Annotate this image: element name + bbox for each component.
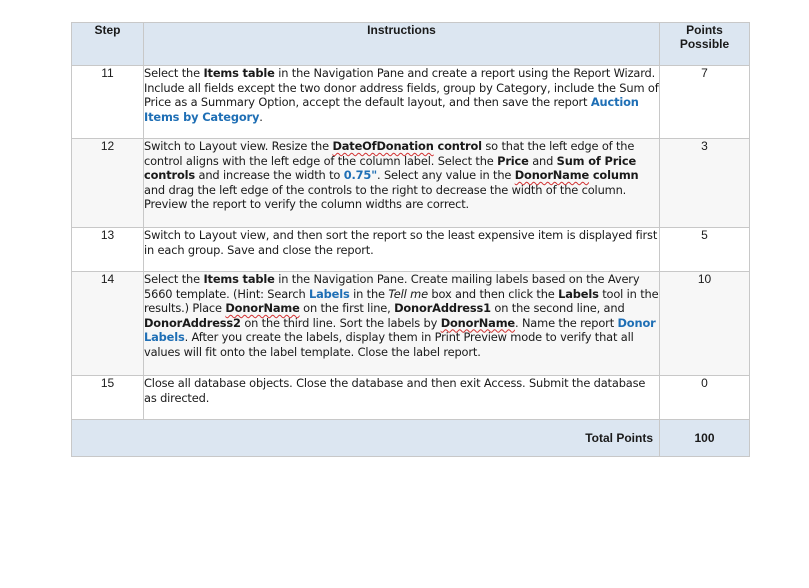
header-step: Step bbox=[72, 23, 144, 66]
step-number: 12 bbox=[72, 139, 144, 228]
emphasized-text: Price bbox=[497, 153, 529, 168]
instruction-segment: so that the left edge of the control aligns with the left edge of the column label. Select the bbox=[144, 139, 635, 168]
instruction-segment: . After you create the labels, display them in Print Preview mode to verify that all values will fit onto the label template. Close the label report. bbox=[144, 330, 634, 359]
instruction-segment: . bbox=[259, 109, 263, 124]
emphasized-text: control bbox=[433, 139, 482, 153]
emphasized-text: Sum of Price controls bbox=[144, 153, 637, 182]
step-number: 13 bbox=[72, 228, 144, 272]
points-value: 0 bbox=[660, 376, 750, 420]
emphasized-text: DonorName bbox=[440, 315, 515, 330]
points-value: 3 bbox=[660, 139, 750, 228]
grading-table bbox=[71, 22, 750, 457]
emphasized-text: DonorAddress2 bbox=[144, 315, 241, 330]
header-points-line2: Possible bbox=[679, 37, 730, 51]
table-row bbox=[72, 139, 750, 228]
instruction-segment: in the Navigation Pane. Create mailing labels based on the Avery 5660 template. (Hint: Search bbox=[144, 272, 640, 301]
header-points bbox=[660, 23, 750, 66]
header-row bbox=[72, 23, 750, 66]
emphasized-text: Tell me bbox=[388, 286, 428, 301]
instruction-text bbox=[144, 272, 660, 376]
step-number: 11 bbox=[72, 66, 144, 139]
emphasized-text: DonorName bbox=[514, 168, 590, 182]
total-row bbox=[72, 420, 750, 457]
table-row bbox=[72, 66, 750, 139]
emphasized-text: column bbox=[589, 168, 639, 182]
instruction-segment: on the third line. Sort the labels by bbox=[240, 315, 441, 330]
step-number: 15 bbox=[72, 376, 144, 420]
instruction-segment: and drag the left edge of the controls to the right to decrease the width of the column. Preview the report to verify the column widths are correct. bbox=[144, 182, 627, 211]
header-points-line1: Points bbox=[686, 23, 723, 37]
instruction-segment: Switch to Layout view, and then sort the report so the least expensive item is displayed first in each group. Save and close the report. bbox=[144, 228, 658, 257]
points-value: 10 bbox=[660, 272, 750, 376]
emphasized-text: Items table bbox=[203, 66, 275, 80]
table-row bbox=[72, 376, 750, 420]
instruction-text bbox=[144, 376, 660, 420]
table-row bbox=[72, 228, 750, 272]
instruction-segment: . Name the report bbox=[515, 315, 618, 330]
points-value: 7 bbox=[660, 66, 750, 139]
instruction-segment: in the Navigation Pane and create a report using the Report Wizard. Include all fields except the two donor address fields, group by Category, include the Sum of Price as a Summary Option, accept the default layout, and then save the report bbox=[144, 66, 659, 109]
emphasized-text: Labels bbox=[309, 286, 350, 301]
instruction-segment: . Select any value in the bbox=[377, 168, 515, 182]
instruction-text bbox=[144, 228, 660, 272]
total-points-label: Total Points bbox=[72, 420, 660, 457]
instruction-segment: in the bbox=[349, 286, 389, 301]
instruction-segment: Select the bbox=[144, 66, 204, 80]
emphasized-text: Items table bbox=[203, 272, 275, 286]
instruction-segment: and increase the width to bbox=[195, 168, 344, 182]
table-row bbox=[72, 272, 750, 376]
header-instructions: Instructions bbox=[144, 23, 660, 66]
instruction-segment: Close all database objects. Close the database and then exit Access. Submit the database as directed. bbox=[144, 376, 646, 405]
emphasized-text: Labels bbox=[558, 286, 599, 301]
instruction-segment: Switch to Layout view. Resize the bbox=[144, 139, 333, 153]
emphasized-text: DateOfDonation bbox=[332, 139, 434, 153]
instruction-segment: tool in the results.) Place bbox=[144, 286, 659, 315]
emphasized-text: DonorName bbox=[225, 301, 300, 315]
instruction-segment: and bbox=[528, 153, 557, 168]
instruction-segment: on the first line, bbox=[299, 301, 395, 315]
emphasized-text: DonorAddress1 bbox=[394, 301, 491, 315]
step-number: 14 bbox=[72, 272, 144, 376]
points-value: 5 bbox=[660, 228, 750, 272]
instruction-text bbox=[144, 66, 660, 139]
emphasized-text: Donor Labels bbox=[144, 315, 656, 344]
emphasized-text: 0.75" bbox=[343, 168, 377, 182]
instruction-segment: Select the bbox=[144, 272, 204, 286]
total-points-value: 100 bbox=[660, 420, 750, 457]
instruction-text bbox=[144, 139, 660, 228]
instruction-segment: box and then click the bbox=[427, 286, 559, 301]
instruction-segment: on the second line, and bbox=[490, 301, 625, 315]
emphasized-text: Auction Items by Category bbox=[144, 95, 639, 124]
